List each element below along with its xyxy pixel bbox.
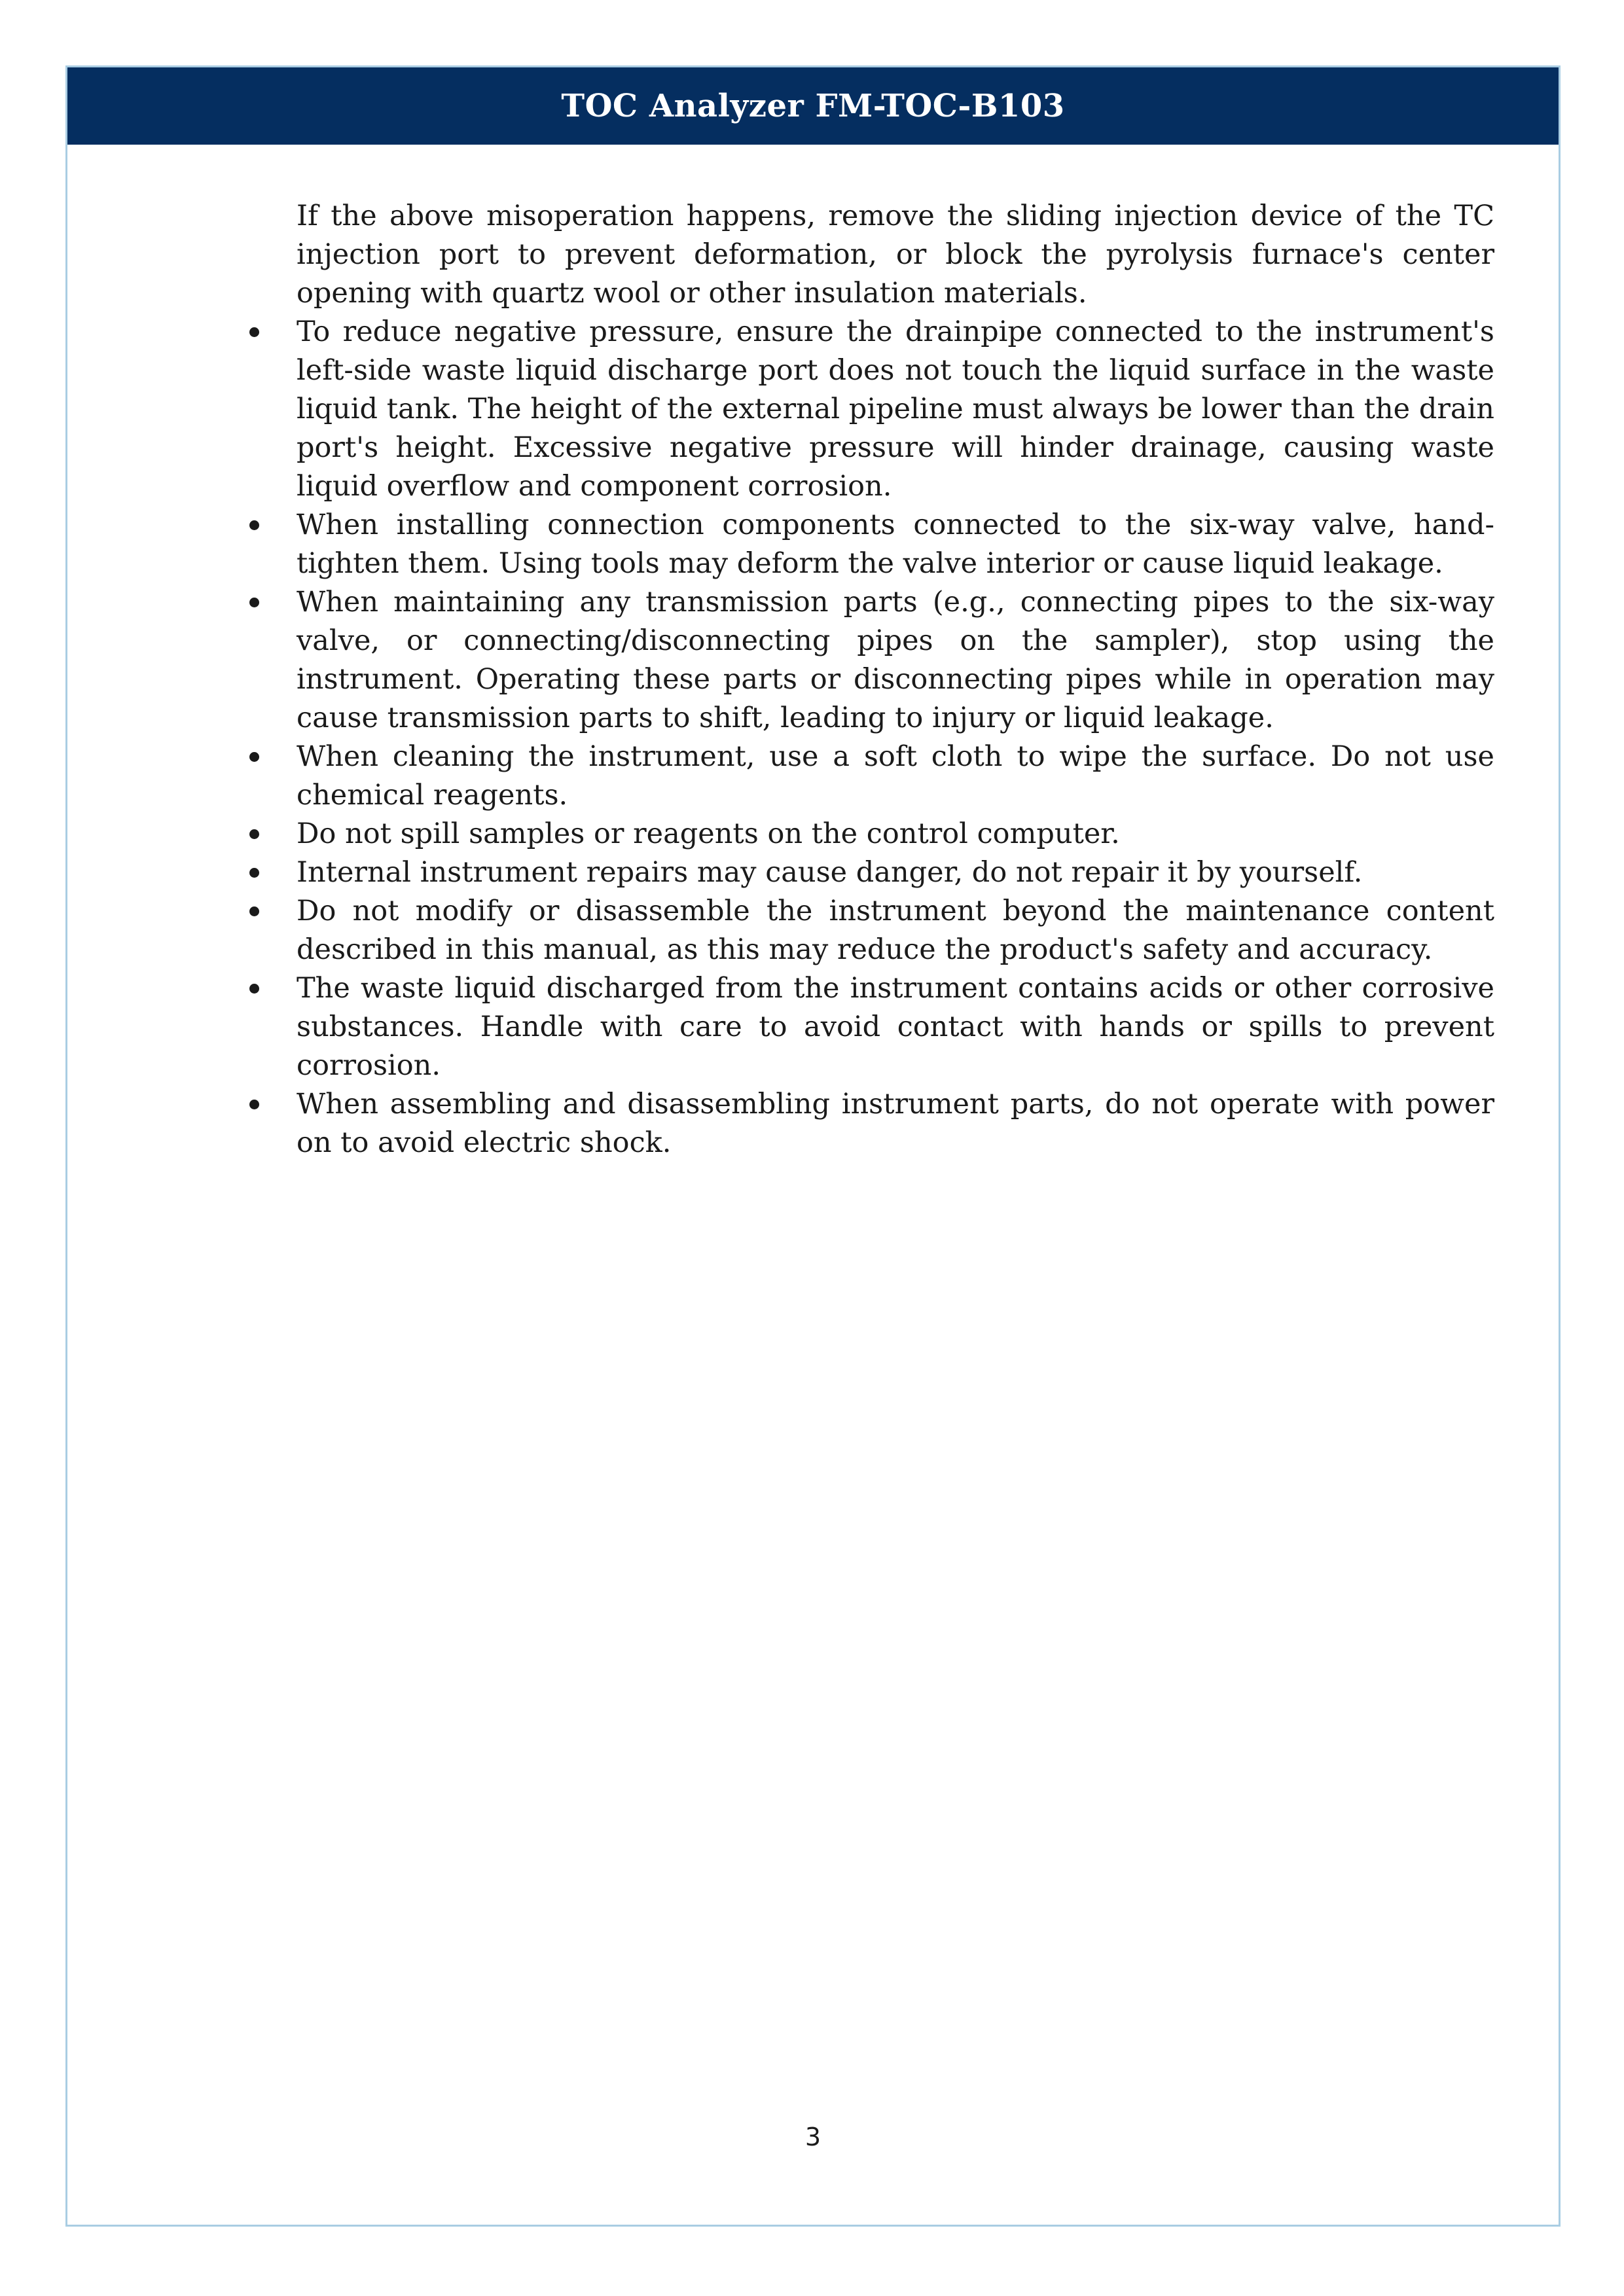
bullet-dot-icon xyxy=(249,984,259,994)
bullet-text: Do not modify or disassemble the instrument beyond the maintenance content described in this manual, as this may reduce the product's safety and accuracy. xyxy=(297,895,1494,966)
intro-paragraph: If the above misoperation happens, remove the sliding injection device of the TC injection port to prevent deformation, or block the pyrolysis furnace's center opening with quartz wool or other insulation materials. xyxy=(297,200,1494,310)
bullet-item xyxy=(297,892,1494,969)
bullet-item xyxy=(297,969,1494,1085)
document-title: TOC Analyzer FM-TOC-B103 xyxy=(561,88,1065,124)
bullet-dot-icon xyxy=(249,1100,259,1109)
bullet-dot-icon xyxy=(249,906,259,916)
bullet-text: When cleaning the instrument, use a soft cloth to wipe the surface. Do not use chemical reagents. xyxy=(297,740,1494,812)
bullet-dot-icon xyxy=(249,868,259,878)
bullet-text: When installing connection components connected to the six-way valve, hand-tighten them. Using tools may deform the valve interior or cause liquid leakage. xyxy=(297,509,1494,580)
bullet-dot-icon xyxy=(249,829,259,839)
safety-bullet-list xyxy=(297,313,1494,1162)
bullet-text: To reduce negative pressure, ensure the drainpipe connected to the instrument's left-side waste liquid discharge port does not touch the liquid surface in the waste liquid tank. The height of the external pipeline must always be lower than the drain port's height. Excessive negative pressure will hinder drainage, causing waste liquid overflow and component corrosion. xyxy=(297,315,1494,503)
bullet-text: Internal instrument repairs may cause danger, do not repair it by yourself. xyxy=(297,856,1363,889)
bullet-dot-icon xyxy=(249,520,259,530)
bullet-dot-icon xyxy=(249,598,259,607)
bullet-item xyxy=(297,738,1494,815)
bullet-item xyxy=(297,1085,1494,1162)
bullet-item xyxy=(297,583,1494,738)
bullet-text: Do not spill samples or reagents on the control computer. xyxy=(297,817,1120,850)
bullet-text: When assembling and disassembling instrument parts, do not operate with power on to avoid electric shock. xyxy=(297,1088,1494,1159)
bullet-item xyxy=(297,815,1494,853)
bullet-text: When maintaining any transmission parts (e.g., connecting pipes to the six-way valve, or connecting/disconnecting pipes on the sampler), stop using the instrument. Operating these parts or disconnecting pipes while in operation may cause transmission parts to shift, leading to injury or liquid leakage. xyxy=(297,586,1494,734)
bullet-dot-icon xyxy=(249,752,259,762)
bullet-item xyxy=(297,853,1494,892)
bullet-text: The waste liquid discharged from the instrument contains acids or other corrosive substances. Handle with care to avoid contact with hands or spills to prevent corrosion. xyxy=(297,972,1494,1082)
header-bar xyxy=(67,67,1559,145)
bullet-item xyxy=(297,506,1494,583)
page-number: 3 xyxy=(804,2123,821,2151)
bullet-item xyxy=(297,313,1494,506)
bullet-dot-icon xyxy=(249,327,259,337)
page-frame xyxy=(65,65,1561,2227)
page-content xyxy=(297,197,1494,1162)
